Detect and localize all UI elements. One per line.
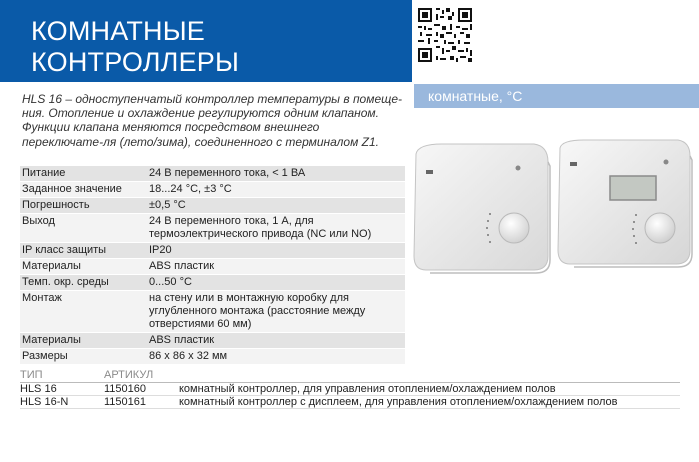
table-row [20,214,405,243]
spec-value: IP20 [147,243,405,259]
spec-label: Темп. окр. среды [20,275,147,291]
order-article: 1150160 [104,383,147,395]
col-type-header: ТИП [20,369,43,381]
spec-label: Размеры [20,349,147,365]
table-row [20,259,405,275]
spec-table [20,166,405,365]
header-banner [0,0,412,82]
category-tag-label: комнатные, °C [428,88,523,104]
spec-value: ABS пластик [147,333,405,349]
spec-label: Заданное значение [20,182,147,198]
product-description: HLS 16 – одноступенчатый контроллер температуры в помеще-ния. Отопление и охлаждение регулируются одним клапаном. Функции клапана меняются посредством внешнего переключате-ля (лето/зима), соединенного с терминалом Z1. [22,92,403,149]
thermostat-device-icon [402,140,552,276]
order-type: HLS 16 [20,383,57,395]
spec-label: Материалы [20,333,147,349]
spec-value: ±0,5 °C [147,198,405,214]
page-title: КОМНАТНЫЕ КОНТРОЛЛЕРЫ [31,16,240,77]
spec-value: 24 В переменного тока, < 1 ВА [147,166,405,182]
table-row [20,182,405,198]
table-row [20,243,405,259]
order-type: HLS 16-N [20,396,69,408]
spec-value: 24 В переменного тока, 1 А, для термоэлектрического привода (NC или NO) [147,214,405,243]
table-row [20,333,405,349]
spec-label: Материалы [20,259,147,275]
table-row [20,198,405,214]
thermostat-display-device-icon [548,136,696,272]
table-row [20,275,405,291]
order-description: комнатный контроллер, для управления отоплением/охлаждением полов [179,383,556,395]
spec-label: Монтаж [20,291,147,333]
order-table [20,369,680,409]
col-article-header: АРТИКУЛ [104,369,154,381]
spec-value: 0...50 °C [147,275,405,291]
spec-label: Погрешность [20,198,147,214]
table-row [20,349,405,365]
table-row [20,291,405,333]
table-row [20,383,680,396]
order-table-header [20,369,680,383]
spec-value: на стену или в монтажную коробку для углубленного монтажа (расстояние между отверстиями 60 мм) [147,291,405,333]
table-row [20,396,680,409]
qr-code-icon [416,6,474,64]
category-tag [414,84,699,108]
spec-value: 86 х 86 х 32 мм [147,349,405,365]
spec-label: Питание [20,166,147,182]
order-description: комнатный контроллер с дисплеем, для управления отоплением/охлаждением полов [179,396,618,408]
spec-label: Выход [20,214,147,243]
table-row [20,166,405,182]
spec-value: 18...24 °C, ±3 °C [147,182,405,198]
spec-value: ABS пластик [147,259,405,275]
order-article: 1150161 [104,396,147,408]
spec-label: IP класс защиты [20,243,147,259]
